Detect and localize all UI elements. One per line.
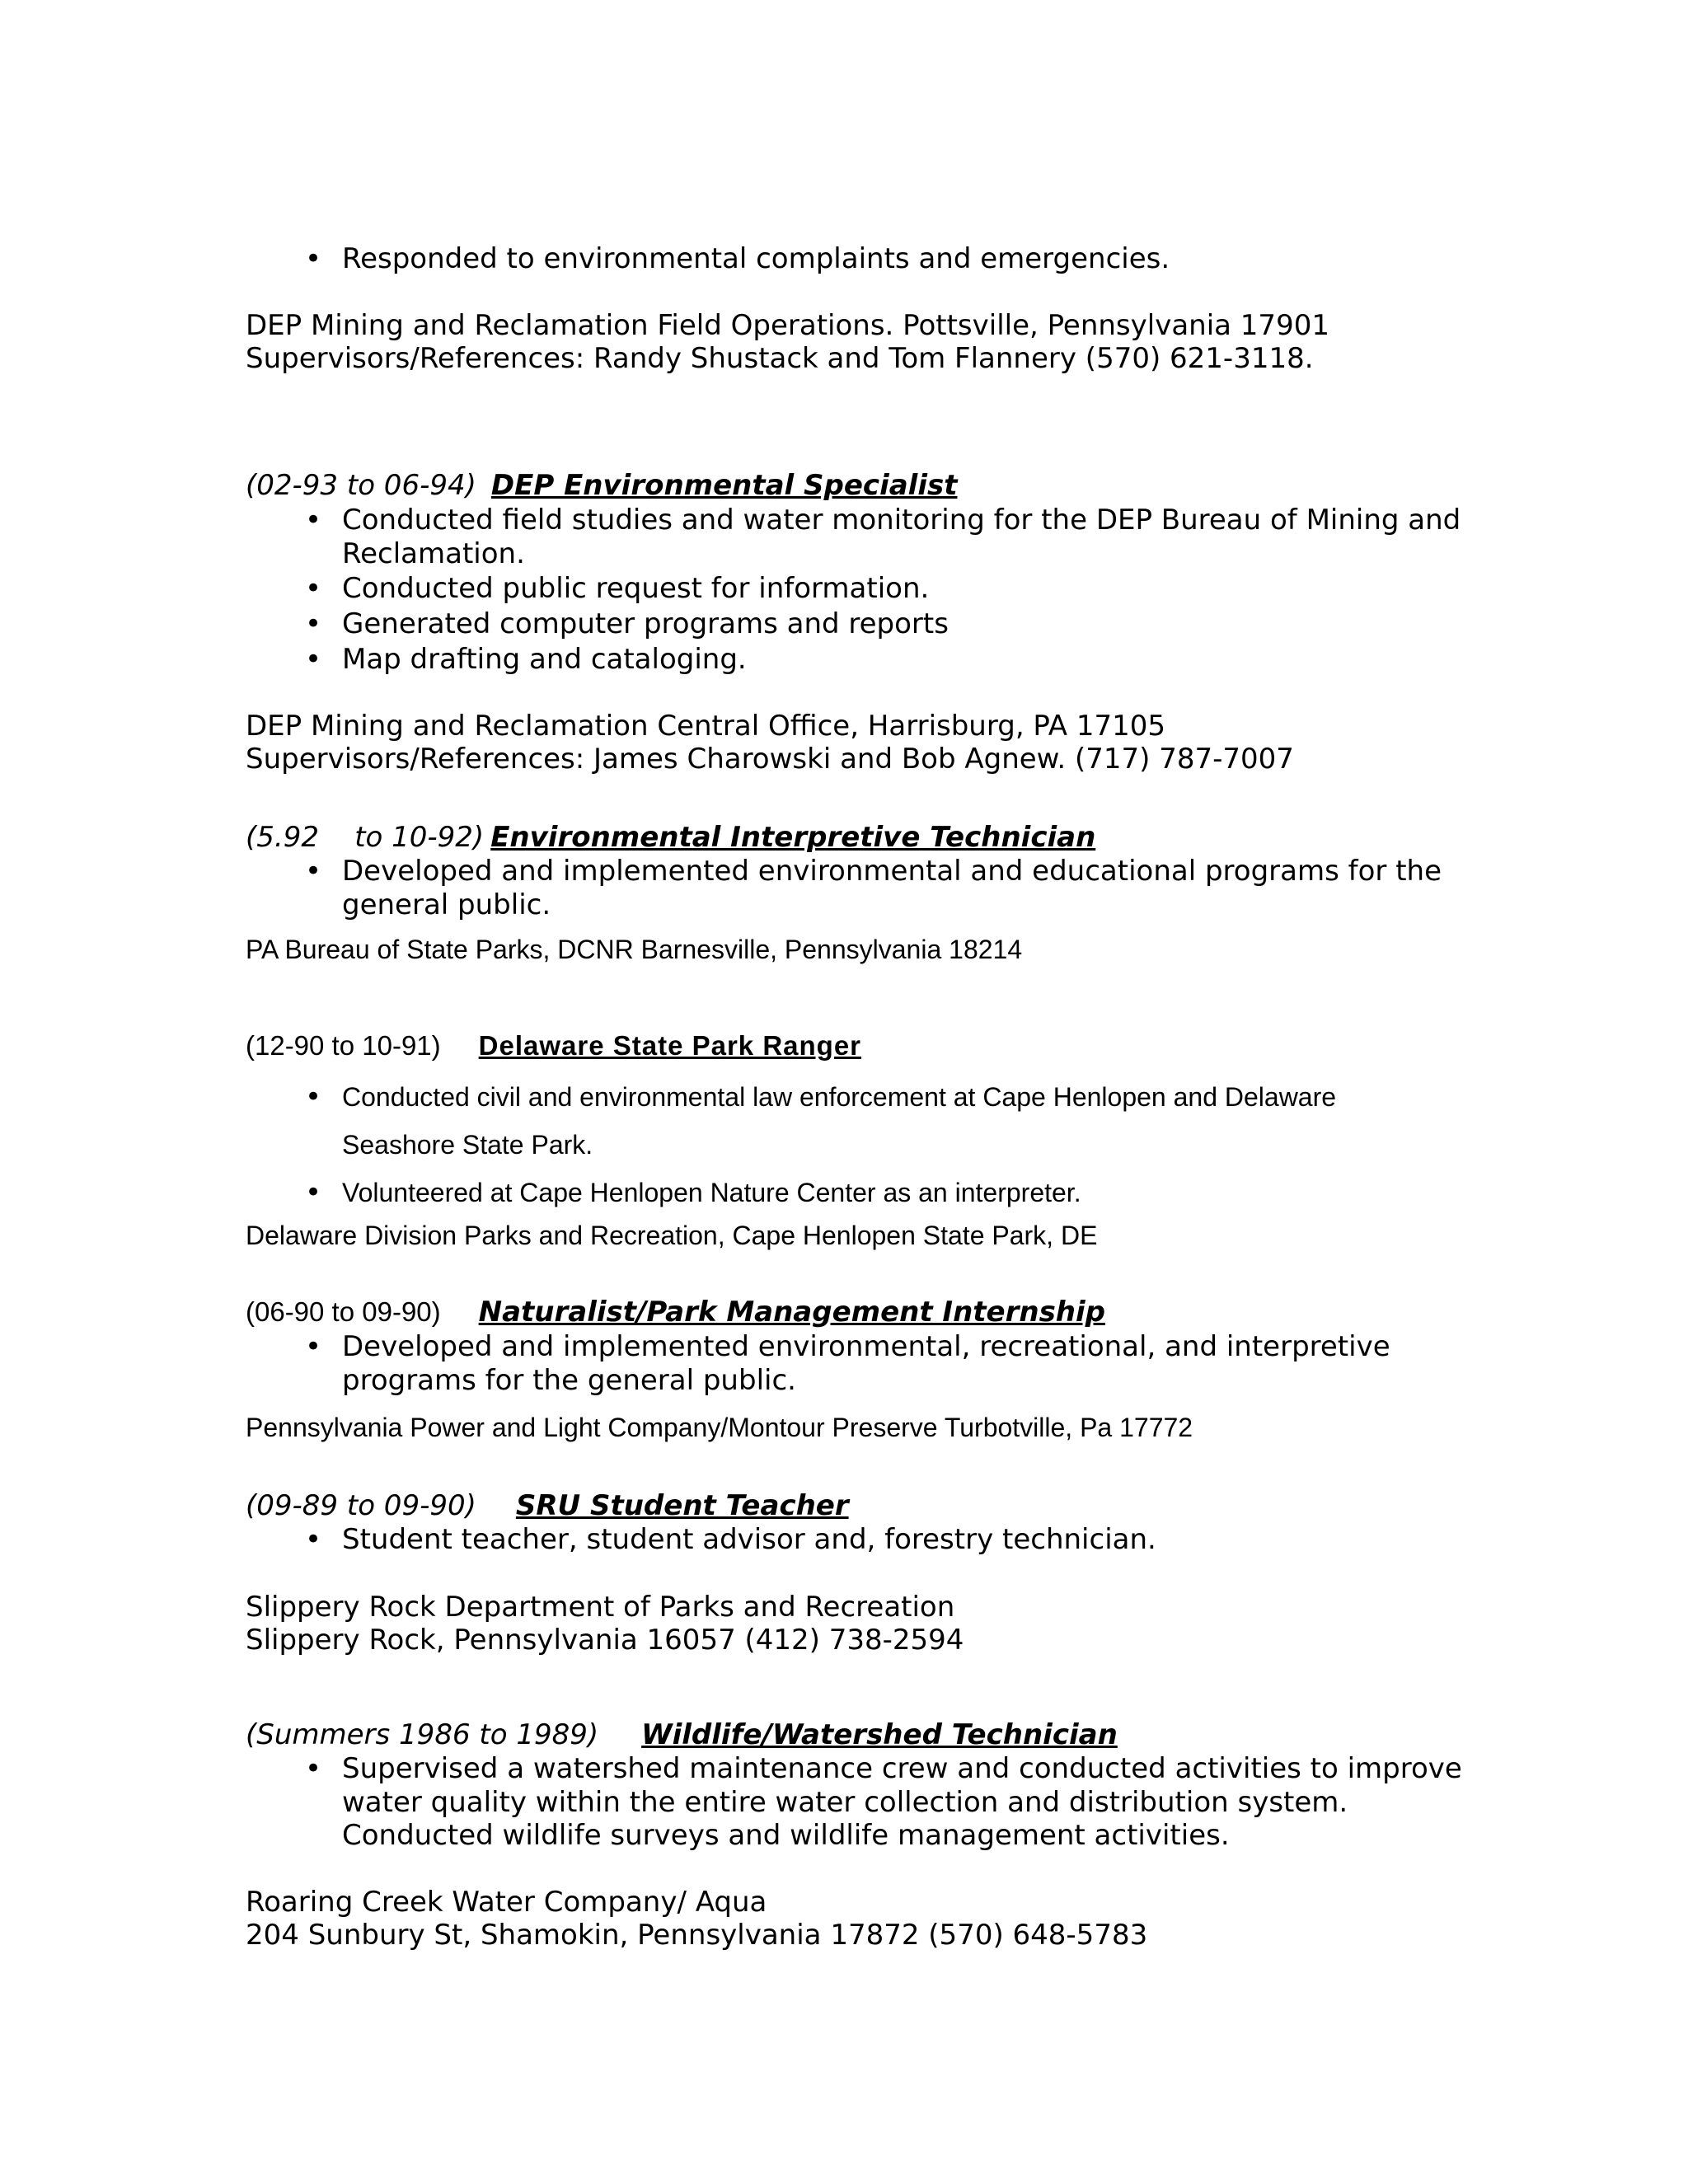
bullet-text: Responded to environmental complaints and emergencies.	[342, 242, 1170, 275]
bullet-dot: •	[305, 1176, 322, 1209]
job-title: DEP Environmental Specialist	[490, 469, 958, 502]
job-date: (09-89 to 09-90)	[246, 1489, 476, 1522]
job-date: (Summers 1986 to 1989)	[246, 1718, 599, 1751]
employer-address: 204 Sunbury St, Shamokin, Pennsylvania 17872 (570) 648-5783	[246, 1919, 1148, 1952]
references-line: Supervisors/References: James Charowski and Bob Agnew. (717) 787-7007	[246, 743, 1294, 776]
bullet-text-continued: water quality within the entire water collection and distribution system.	[342, 1786, 1348, 1819]
bullet-text-continued: Conducted wildlife surveys and wildlife management activities.	[342, 1819, 1230, 1852]
bullet-text-continued: programs for the general public.	[342, 1364, 796, 1397]
job-title: Naturalist/Park Management Internship	[478, 1296, 1106, 1329]
references-line: Supervisors/References: Randy Shustack and Tom Flannery (570) 621-3118.	[246, 342, 1314, 375]
employer-line: Slippery Rock Department of Parks and Recreation	[246, 1591, 955, 1624]
bullet-text: Conducted public request for information.	[342, 572, 930, 605]
bullet-text: Developed and implemented environmental and educational programs for the	[342, 855, 1442, 888]
bullet-dot: •	[305, 855, 322, 888]
job-title: SRU Student Teacher	[515, 1489, 849, 1522]
job-heading	[246, 1029, 861, 1063]
job-date: (5.92 to 10-92)	[246, 821, 485, 854]
bullet-text: Developed and implemented environmental, recreational, and interpretive	[342, 1330, 1390, 1363]
bullet-dot: •	[305, 572, 322, 605]
employer-line: Delaware Division Parks and Recreation, Cape Henlopen State Park, DE	[246, 1221, 1098, 1250]
employer-line: Pennsylvania Power and Light Company/Montour Preserve Turbotville, Pa 17772	[246, 1413, 1193, 1442]
employer-line: DEP Mining and Reclamation Central Office, Harrisburg, PA 17105	[246, 710, 1165, 743]
bullet-text: Conducted civil and environmental law enforcement at Cape Henlopen and Delaware	[342, 1082, 1337, 1112]
bullet-dot: •	[305, 607, 322, 640]
job-title: Wildlife/Watershed Technician	[641, 1718, 1118, 1751]
bullet-text: Student teacher, student advisor and, forestry technician.	[342, 1523, 1156, 1556]
employer-line: DEP Mining and Reclamation Field Operations. Pottsville, Pennsylvania 17901	[246, 309, 1329, 342]
bullet-dot: •	[305, 242, 322, 275]
job-title: Delaware State Park Ranger	[478, 1030, 862, 1061]
bullet-text: Generated computer programs and reports	[342, 607, 949, 640]
job-date: (12-90 to 10-91)	[246, 1030, 441, 1061]
bullet-text-continued: Seashore State Park.	[342, 1130, 593, 1160]
bullet-dot: •	[305, 1330, 322, 1363]
job-heading	[246, 820, 1095, 855]
bullet-dot: •	[305, 1752, 322, 1785]
bullet-text: Volunteered at Cape Henlopen Nature Center as an interpreter.	[342, 1178, 1081, 1207]
job-date: (02-93 to 06-94)	[246, 469, 476, 502]
job-heading	[246, 1295, 1105, 1329]
job-heading	[246, 1718, 1118, 1752]
bullet-dot: •	[305, 504, 322, 537]
bullet-text: Map drafting and cataloging.	[342, 643, 747, 676]
employer-line: PA Bureau of State Parks, DCNR Barnesville, Pennsylvania 18214	[246, 935, 1023, 964]
bullet-text: Conducted field studies and water monitoring for the DEP Bureau of Mining and	[342, 504, 1461, 537]
job-date: (06-90 to 09-90)	[246, 1296, 441, 1327]
bullet-dot: •	[305, 1523, 322, 1556]
bullet-text-continued: general public.	[342, 888, 551, 921]
job-heading	[246, 468, 957, 503]
bullet-text: Supervised a watershed maintenance crew and conducted activities to improve	[342, 1752, 1462, 1785]
bullet-dot: •	[305, 1080, 322, 1113]
bullet-text-continued: Reclamation.	[342, 537, 525, 570]
employer-line: Roaring Creek Water Company/ Aqua	[246, 1886, 767, 1919]
job-heading	[246, 1488, 849, 1523]
job-title: Environmental Interpretive Technician	[490, 821, 1096, 854]
employer-address: Slippery Rock, Pennsylvania 16057 (412) 738-2594	[246, 1624, 964, 1657]
bullet-dot: •	[305, 643, 322, 676]
